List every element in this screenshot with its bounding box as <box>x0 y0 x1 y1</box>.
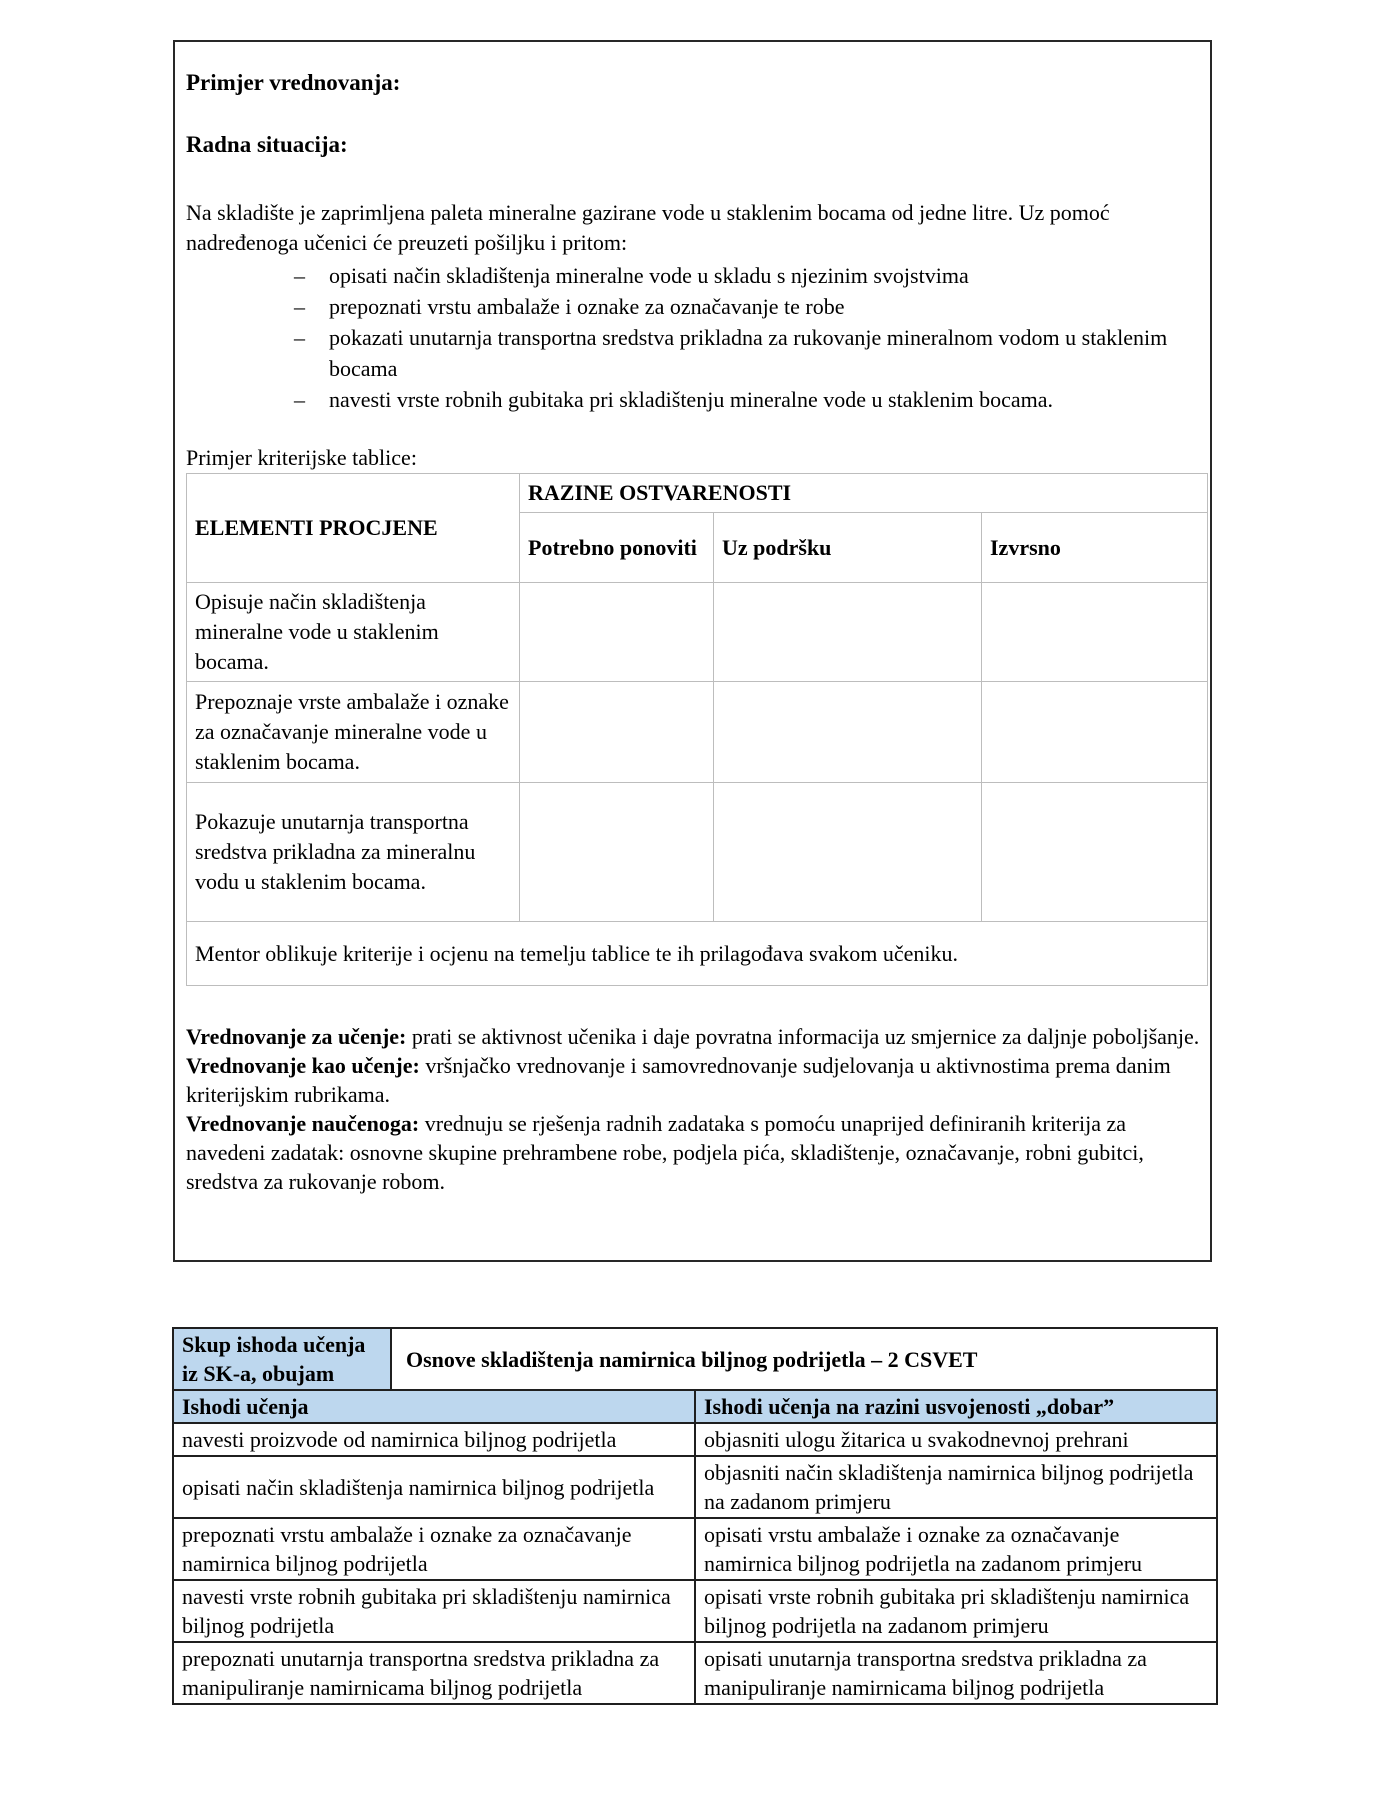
paragraph-vrednovanje-za-ucenje <box>186 1022 1200 1051</box>
empty-cell <box>520 783 714 922</box>
paragraph-lead: Vrednovanje za učenje: <box>186 1024 407 1049</box>
paragraph-text: vršnjačko vrednovanje i samovrednovanje sudjelovanja u aktivnostima prema danim kriterijskim rubrikama. <box>186 1053 1171 1107</box>
list-item <box>294 291 1200 322</box>
dash-bullet-icon: – <box>294 387 305 412</box>
empty-cell <box>520 583 714 682</box>
task-list <box>186 260 1200 415</box>
paragraph-text: vrednuju se rješenja radnih zadataka s pomoću unaprijed definiranih kriterija za navedeni zadatak: osnovne skupine prehrambene robe, podjela pića, skladištenje, označavanje, robni gubitci, sredstva za rukovanje robom. <box>186 1111 1144 1194</box>
list-item-text: prepoznati vrstu ambalaže i oznake za označavanje te robe <box>329 294 845 319</box>
empty-cell <box>982 783 1208 922</box>
criteria-row-label: Prepoznaje vrste ambalaže i oznake za označavanje mineralne vode u staklenim bocama. <box>187 682 520 783</box>
heading-primjer-vrednovanja: Primjer vrednovanja: <box>186 70 401 95</box>
outcome-cell: navesti vrste robnih gubitaka pri skladištenju namirnica biljnog podrijetla <box>173 1580 695 1642</box>
table-row <box>187 474 1208 513</box>
outcome-cell: opisati vrstu ambalaže i oznake za označavanje namirnica biljnog podrijetla na zadanom primjeru <box>695 1518 1217 1580</box>
outcome-cell: objasniti ulogu žitarica u svakodnevnoj prehrani <box>695 1423 1217 1456</box>
table-row <box>187 682 1208 783</box>
table-row <box>173 1642 1217 1704</box>
outcome-cell: opisati način skladištenja namirnica biljnog podrijetla <box>173 1456 695 1518</box>
level-header-izvrsno: Izvrsno <box>982 513 1208 583</box>
list-item-text: pokazati unutarnja transportna sredstva prikladna za rukovanje mineralnom vodom u staklenim bocama <box>329 325 1168 381</box>
paragraph-lead: Vrednovanje naučenoga: <box>186 1111 420 1136</box>
outcome-cell: prepoznati vrstu ambalaže i oznake za označavanje namirnica biljnog podrijetla <box>173 1518 695 1580</box>
list-item <box>294 384 1200 415</box>
dash-bullet-icon: – <box>294 294 305 319</box>
empty-cell <box>714 682 982 783</box>
situation-paragraph: Na skladište je zaprimljena paleta mineralne gazirane vode u staklenim bocama od jedne litre. Uz pomoć nadređenoga učenici će preuzeti pošiljku i pritom: <box>186 200 1110 255</box>
table-row <box>187 783 1208 922</box>
outcomes-corner-label: Skup ishoda učenja iz SK-a, obujam <box>173 1328 391 1390</box>
criteria-table <box>186 473 1208 986</box>
evaluation-example-box <box>173 40 1212 1262</box>
level-header-potrebno-ponoviti: Potrebno ponoviti <box>520 513 714 583</box>
outcome-cell: opisati unutarnja transportna sredstva prikladna za manipuliranje namirnicama biljnog podrijetla <box>695 1642 1217 1704</box>
table-row <box>187 922 1208 986</box>
paragraph-lead: Vrednovanje kao učenje: <box>186 1053 420 1078</box>
list-item-text: navesti vrste robnih gubitaka pri skladištenju mineralne vode u staklenim bocama. <box>329 387 1053 412</box>
table-row <box>173 1390 1217 1423</box>
table-row <box>173 1580 1217 1642</box>
list-item <box>294 322 1200 384</box>
outcomes-col-header-right: Ishodi učenja na razini usvojenosti „dobar” <box>695 1390 1217 1423</box>
list-item <box>294 260 1200 291</box>
list-item-text: opisati način skladištenja mineralne vode u skladu s njezinim svojstvima <box>329 263 969 288</box>
outcome-cell: objasniti način skladištenja namirnica biljnog podrijetla na zadanom primjeru <box>695 1456 1217 1518</box>
evaluation-paragraphs <box>186 1022 1200 1196</box>
criteria-row-label: Opisuje način skladištenja mineralne vode u staklenim bocama. <box>187 583 520 682</box>
outcome-cell: opisati vrste robnih gubitaka pri skladištenju namirnica biljnog podrijetla na zadanom primjeru <box>695 1580 1217 1642</box>
empty-cell <box>714 783 982 922</box>
criteria-levels-group-header: RAZINE OSTVARENOSTI <box>520 474 1208 513</box>
outcome-cell: navesti proizvode od namirnica biljnog podrijetla <box>173 1423 695 1456</box>
table-row <box>173 1423 1217 1456</box>
dash-bullet-icon: – <box>294 325 305 350</box>
empty-cell <box>520 682 714 783</box>
unit-title: Osnove skladištenja namirnica biljnog podrijetla – 2 CSVET <box>391 1328 1217 1390</box>
table-row <box>173 1328 1217 1390</box>
table-row <box>173 1518 1217 1580</box>
empty-cell <box>982 682 1208 783</box>
criteria-row-label: Pokazuje unutarnja transportna sredstva prikladna za mineralnu vodu u staklenim bocama. <box>187 783 520 922</box>
mentor-note: Mentor oblikuje kriterije i ocjenu na temelju tablice te ih prilagođava svakom učeniku. <box>187 922 1208 986</box>
dash-bullet-icon: – <box>294 263 305 288</box>
table-row <box>187 583 1208 682</box>
table-row <box>173 1456 1217 1518</box>
paragraph-text: prati se aktivnost učenika i daje povratna informacija uz smjernice za daljnje poboljšanje. <box>406 1024 1200 1049</box>
paragraph-vrednovanje-kao-ucenje <box>186 1051 1200 1109</box>
outcomes-col-header-left: Ishodi učenja <box>173 1390 695 1423</box>
outcome-cell: prepoznati unutarnja transportna sredstva prikladna za manipuliranje namirnicama biljnog podrijetla <box>173 1642 695 1704</box>
heading-radna-situacija: Radna situacija: <box>186 132 348 157</box>
empty-cell <box>982 583 1208 682</box>
level-header-uz-podrsku: Uz podršku <box>714 513 982 583</box>
paragraph-vrednovanje-naucenoga <box>186 1109 1200 1196</box>
empty-cell <box>714 583 982 682</box>
learning-outcomes-table <box>172 1327 1218 1705</box>
criteria-elements-header: ELEMENTI PROCJENE <box>187 474 520 583</box>
criteria-table-caption: Primjer kriterijske tablice: <box>186 445 417 470</box>
